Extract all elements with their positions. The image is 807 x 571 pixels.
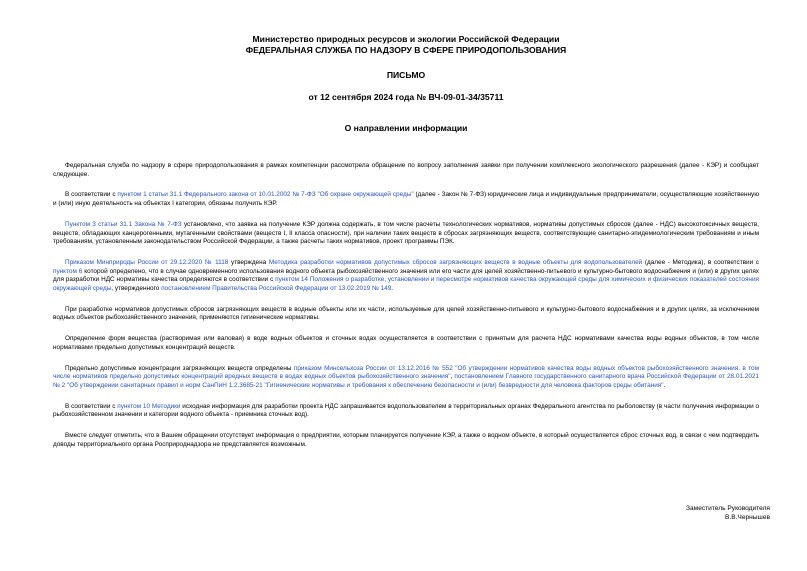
paragraph-6: Определение форм вещества (растворимая или валовая) в воде водных объектов и сточных водах осуществляется в соответствии с принятым для расчета НДС нормативами качества воды водных объектов, в том числе нормативами предельно допустимых концентраций веществ. xyxy=(53,335,759,351)
text-fragment: (далее - Закон № 7-ФЗ) юридические лица и индивидуальные предприниматели, осуществляющие хозяйственную и (или) иную деятельность на объектах I категории, обязаны получить КЭР. xyxy=(53,191,759,208)
text-fragment: , утвержденного xyxy=(111,285,162,293)
government-decree-149-link[interactable]: постановлением Правительства Российской Федерации от 13.02.2019 № 149 xyxy=(161,285,392,293)
text-fragment: Предельно допустимые концентрации загрязняющих веществ определены xyxy=(65,364,294,372)
point-14-regulation-link[interactable]: пунктом 14 Положения о разработке, установлении и пересмотре нормативов качества окружающей среды для химических и физических показателей состояния окружающей среды xyxy=(53,276,759,293)
methodology-point-10-link[interactable]: пунктом 10 Методики xyxy=(117,402,181,410)
document-subject: О направлении информации xyxy=(344,123,468,133)
signatory-name: В.В.Чернышев xyxy=(724,514,770,521)
text-fragment: . xyxy=(391,285,394,293)
signatory-position: Заместитель Руководителя xyxy=(686,505,770,512)
document-type: ПИСЬМО xyxy=(386,70,426,80)
paragraph-3 xyxy=(53,221,759,247)
document-date-number: от 12 сентября 2024 года № ВЧ-09-01-34/35711 xyxy=(308,92,504,102)
signature-block xyxy=(686,504,770,522)
order-1118-link[interactable]: Приказом Минприроды России от 29.12.2020 № 1118 xyxy=(65,258,229,266)
paragraph-4 xyxy=(53,259,759,294)
paragraph-5: При разработке нормативов допустимых сбросов загрязняющих веществ в водные объекты или их части, используемые для целей хозяйственно-питьевого и культурно-бытового водоснабжения и в других целях, за исключением водных объектов рыбохозяйственного значения, применяются гигиенические нормативы. xyxy=(53,305,759,322)
text-fragment: В соответствии с xyxy=(65,191,118,199)
service-name: ФЕДЕРАЛЬНАЯ СЛУЖБА ПО НАДЗОРУ В СФЕРЕ ПРИРОДОПОЛЬЗОВАНИЯ xyxy=(245,45,567,55)
text-fragment: установлено, что заявка на получение КЭР должна содержать, в том числе расчеты технологических нормативов, нормативы допустимых сбросов (далее - НДС) высокотоксичных веществ, веществ, обладающих канцерогенными, мутагенными свойствами (веществ I, II класса опасности), при наличии таких веществ в сбросах загрязняющих веществ, соответствующие санитарно-эпидемиологическим требованиям и иным требованиям, установленным законодательством Российской Федерации, а также расчеты таких нормативов, проект программы ПЭК. xyxy=(53,220,759,246)
point-6-link[interactable]: пунктом 6 xyxy=(53,267,83,275)
order-552-link[interactable]: приказом Минсельхоза России от 13.12.2016 № 552 "Об утверждении нормативов качества воды водных объектов рыбохозяйственного значения, в том числе нормативов предельно допустимых концентраций вредных веществ в водах водных объектов рыбохозяйственного значения" xyxy=(53,364,759,381)
article-31-1-point-3-link[interactable]: Пунктом 3 статьи 31.1 Закона № 7-ФЗ xyxy=(65,220,182,228)
text-fragment: , xyxy=(450,373,455,381)
document-body xyxy=(53,162,759,449)
sanpin-decree-link[interactable]: постановлением Главного государственного санитарного врача Российской Федерации от 28.01.2021 № 2 "Об утверждении санитарных правил и норм СанПиН 1.2.3685-21 "Гигиенические нормативы и требования к обеспечению безопасности и (или) безвредности для человека факторов среды обитания" xyxy=(53,373,759,389)
ministry-name: Министерство природных ресурсов и экологии Российской Федерации xyxy=(252,34,560,44)
paragraph-1: Федеральная служба по надзору в сфере природопользования в рамках компетенции рассмотрела обращение по вопросу заполнения заявки при получении комплексного экологического разрешения (далее - КЭР) и сообщает следующее. xyxy=(53,162,759,178)
text-fragment: которой определено, что в случае одновременного использования водного объекта рыбохозяйственного значения или его части для целей хозяйственно-питьевого и культурно-бытового водоснабжения и (или) в других целях для разработки НДС нормативы качества определяются в соответствии с xyxy=(53,267,759,284)
methodology-link[interactable]: Методика разработки нормативов допустимых сбросов загрязняющих веществ в водные объекты для водопользователей xyxy=(268,258,643,266)
text-fragment: В соответствии с xyxy=(65,402,118,410)
paragraph-2 xyxy=(53,191,759,208)
text-fragment: исходная информация для разработки проекта НДС запрашивается водопользователем в территориальных органах Федерального агентства по рыболовству (в части получения информации о рыбохозяйственном значении и категории водного объекта - приемника сточных вод). xyxy=(53,402,759,419)
text-fragment: утверждена xyxy=(228,258,269,266)
paragraph-7 xyxy=(53,365,759,391)
text-fragment: . xyxy=(663,381,666,389)
text-fragment: (далее - Методика), в соответствии с xyxy=(642,258,760,266)
paragraph-9: Вместе следует отметить, что в Вашем обращении отсутствует информация о предприятии, которым планируется получение КЭР, а также о водном объекте, в который осуществляется сброс сточных вод, в связи с чем подтвердить доводы территориального органа Росприроднадзора не представляется возможным. xyxy=(53,432,759,448)
paragraph-8 xyxy=(53,403,759,420)
law-7fz-article-31-1-link[interactable]: пунктом 1 статьи 31.1 Федерального закона от 10.01.2002 № 7-ФЗ "Об охране окружающей среды" xyxy=(117,191,414,199)
